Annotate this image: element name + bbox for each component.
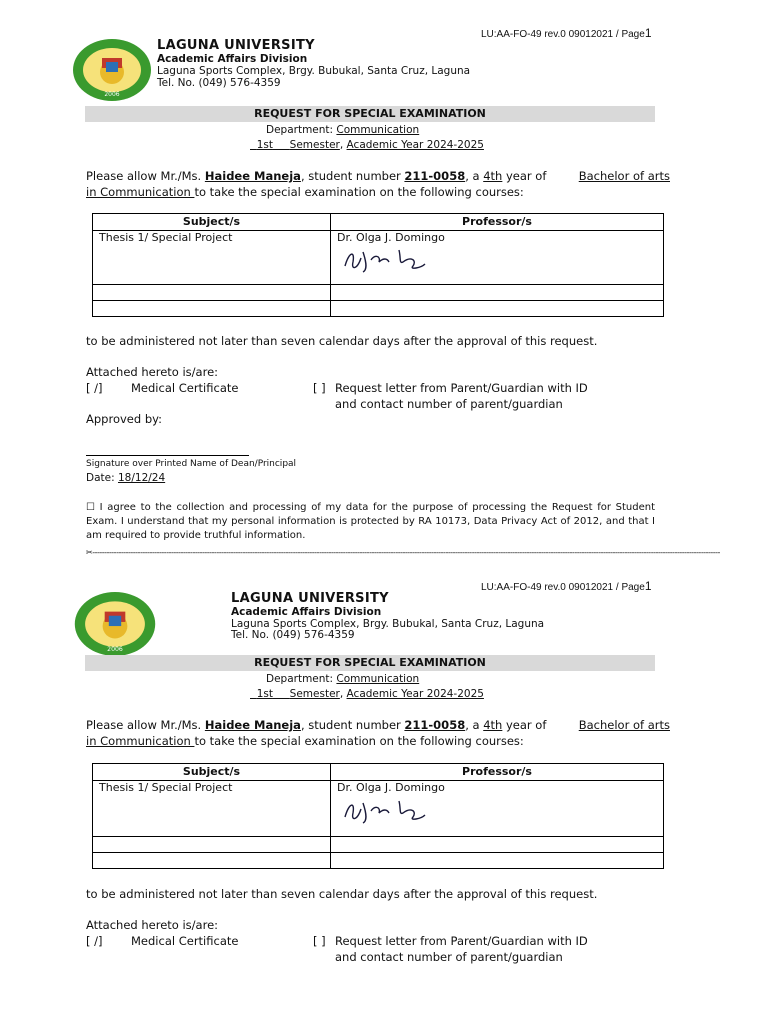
- telephone: Tel. No. (049) 576-4359: [231, 629, 355, 641]
- svg-text:2006: 2006: [104, 91, 120, 98]
- cut-line: ✂-----------------------------------------------------------------------------------------------------------------------------------------------------------------------------------------------------------------------------------------------------------------------: [86, 548, 720, 557]
- department-line: Department: Communication: [266, 673, 420, 685]
- request-checkbox[interactable]: [ ]: [313, 381, 326, 395]
- division-name: Academic Affairs Division: [157, 53, 308, 65]
- request-label: Request letter from Parent/Guardian with ID and contact number of parent/guardian: [335, 381, 588, 411]
- university-logo: [72, 38, 152, 102]
- university-name: LAGUNA UNIVERSITY: [157, 38, 315, 53]
- professor-cell-empty: [331, 837, 664, 853]
- scissors-icon: ✂: [86, 548, 93, 557]
- approved-by: Approved by:: [86, 412, 162, 426]
- subject-header: Subject/s: [93, 764, 331, 781]
- request-checkbox[interactable]: [ ]: [313, 934, 326, 948]
- signature-caption: Signature over Printed Name of Dean/Principal: [86, 459, 297, 469]
- subject-header: Subject/s: [93, 214, 331, 231]
- medical-checkbox[interactable]: [ /]: [86, 381, 103, 395]
- university-logo: [72, 591, 158, 657]
- request-paragraph: Please allow Mr./Ms. Haidee Maneja, student number 211-0058, a 4th year of Bachelor of arts in Communication to take the special examination on the following courses:: [86, 718, 670, 748]
- request-paragraph: Please allow Mr./Ms. Haidee Maneja, student number 211-0058, a 4th year of Bachelor of arts in Communication to take the special examination on the following courses:: [86, 169, 670, 199]
- administered-text: to be administered not later than seven calendar days after the approval of this request.: [86, 887, 598, 901]
- professor-signature: [337, 794, 427, 826]
- professor-header: Professor/s: [331, 764, 664, 781]
- subject-cell-empty: [93, 301, 331, 317]
- request-label: Request letter from Parent/Guardian with ID and contact number of parent/guardian: [335, 934, 588, 964]
- division-name: Academic Affairs Division: [231, 606, 382, 618]
- department-line: Department: Communication: [266, 124, 420, 136]
- courses-table: [92, 763, 664, 869]
- address: Laguna Sports Complex, Brgy. Bubukal, Santa Cruz, Laguna: [231, 618, 545, 630]
- semester-line: 1st Semester, Academic Year 2024-2025: [256, 688, 484, 700]
- university-name: LAGUNA UNIVERSITY: [231, 591, 389, 606]
- form-title: REQUEST FOR SPECIAL EXAMINATION: [85, 655, 655, 671]
- document-code: LU:AA-FO-49 rev.0 09012021 / Page1: [481, 26, 652, 40]
- consent-text: ☐ I agree to the collection and processing of my data for the purpose of processing the Request for Student Exam. I understand that my personal information is protected by RA 10173, Data Privacy Act of 2012, and that I am required to provide truthful information.: [86, 502, 655, 541]
- attached-label: Attached hereto is/are:: [86, 918, 219, 932]
- professor-cell-empty: [331, 301, 664, 317]
- medical-label: Medical Certificate: [131, 381, 239, 395]
- professor-signature: [337, 244, 427, 274]
- professor-cell-empty: [331, 285, 664, 301]
- professor-cell-empty: [331, 853, 664, 869]
- consent-checkbox[interactable]: ☐: [86, 502, 95, 513]
- medical-checkbox[interactable]: [ /]: [86, 934, 103, 948]
- administered-text: to be administered not later than seven calendar days after the approval of this request.: [86, 334, 598, 348]
- courses-table: [92, 213, 664, 317]
- svg-text:2006: 2006: [107, 645, 123, 653]
- medical-label: Medical Certificate: [131, 934, 239, 948]
- attached-label: Attached hereto is/are:: [86, 365, 219, 379]
- subject-cell: Thesis 1/ Special Project: [93, 781, 331, 837]
- date-line: Date: 18/12/24: [86, 472, 166, 484]
- subject-cell-empty: [93, 853, 331, 869]
- subject-cell-empty: [93, 837, 331, 853]
- semester-line: 1st Semester, Academic Year 2024-2025: [256, 139, 484, 151]
- telephone: Tel. No. (049) 576-4359: [157, 77, 281, 89]
- professor-header: Professor/s: [331, 214, 664, 231]
- form-title: REQUEST FOR SPECIAL EXAMINATION: [85, 106, 655, 122]
- subject-cell: Thesis 1/ Special Project: [93, 231, 331, 285]
- professor-cell: Dr. Olga J. Domingo: [331, 781, 664, 837]
- subject-cell-empty: [93, 285, 331, 301]
- professor-cell: Dr. Olga J. Domingo: [331, 231, 664, 285]
- signature-line: [86, 455, 249, 456]
- document-code: LU:AA-FO-49 rev.0 09012021 / Page1: [481, 579, 652, 593]
- address: Laguna Sports Complex, Brgy. Bubukal, Santa Cruz, Laguna: [157, 65, 471, 77]
